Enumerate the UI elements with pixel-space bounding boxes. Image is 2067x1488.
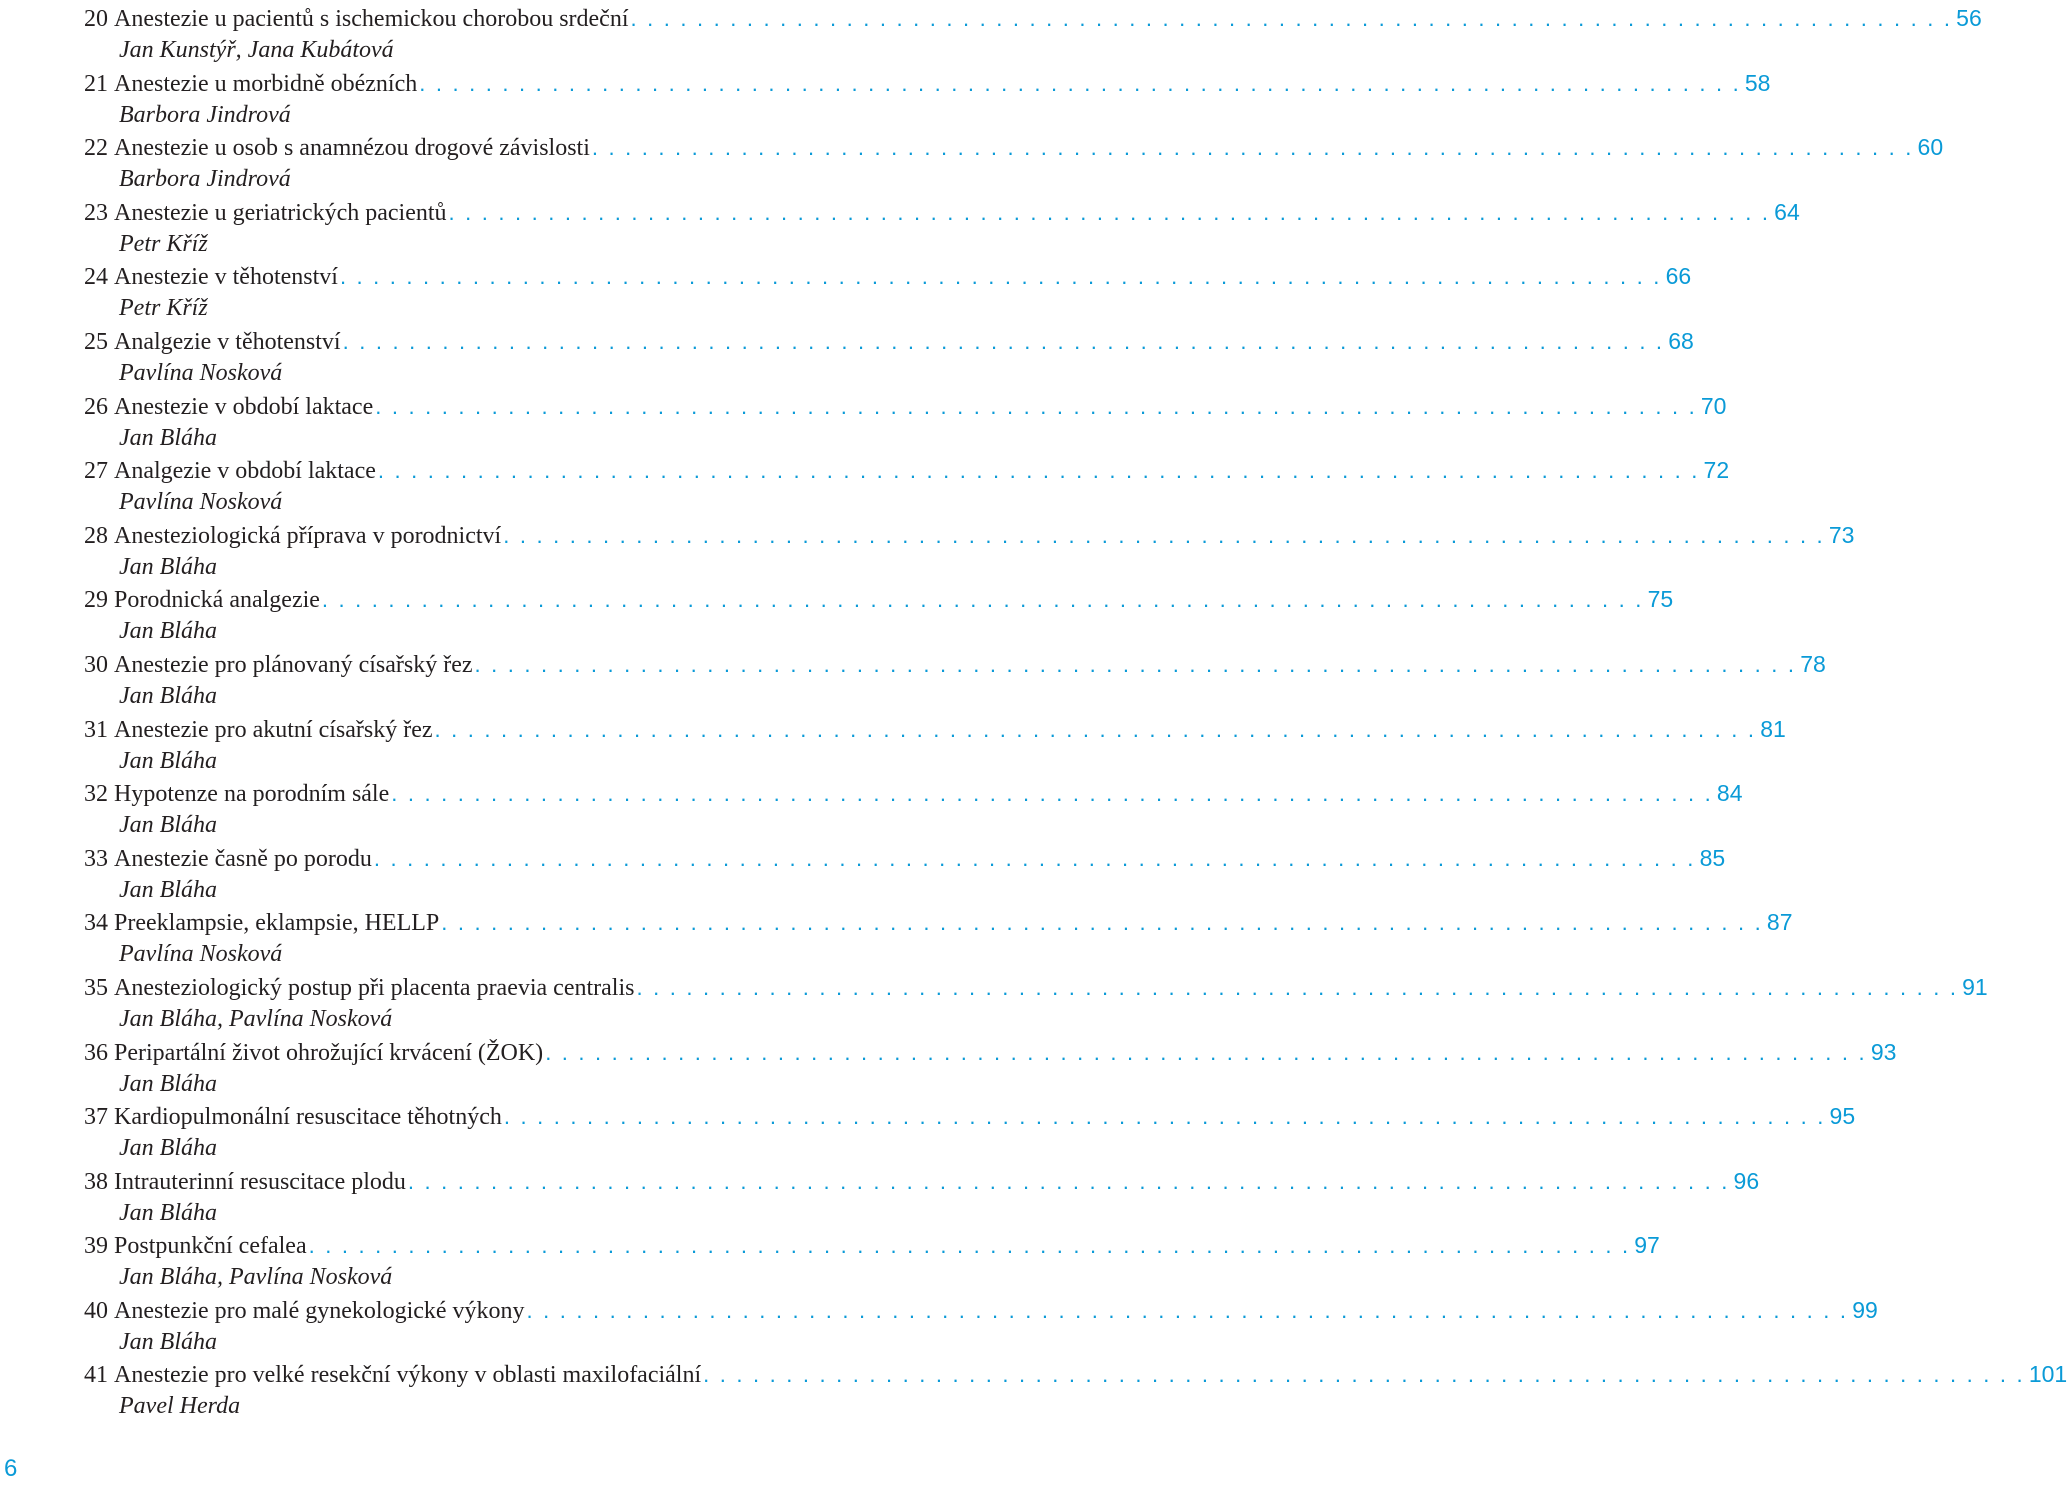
dot-leader: . . . . . . . . . . . . . . . . . . . . . . . . . . . . . . . . . . . . . . . . . . . . . . . . . . . . . . . . . . . . . . . . . . . . . . . . . . . . . . . . [636,974,1959,1000]
toc-entry-title-line [84,906,1793,939]
chapter-author: Barbora Jindrová [119,101,291,128]
chapter-page-number: 87 [1766,909,1793,936]
toc-entry-title-line [84,648,1826,681]
chapter-number: 39 [84,1233,108,1260]
chapter-page-number: 93 [1870,1038,1897,1065]
chapter-author: Jan Bláha [119,682,217,709]
toc-entry-title-line [84,777,1743,810]
chapter-title: Anestezie časně po porodu [114,845,372,872]
chapter-page-number: 73 [1828,521,1855,548]
toc-entry-title-line [84,583,1674,616]
chapter-author: Jan Bláha, Pavlína Nosková [119,1264,393,1291]
chapter-title: Anesteziologický postup při placenta praevia centralis [114,974,635,1001]
dot-leader: . . . . . . . . . . . . . . . . . . . . . . . . . . . . . . . . . . . . . . . . . . . . . . . . . . . . . . . . . . . . . . . . . . . . . . . . . . . . . . . . [503,1104,1826,1130]
chapter-title: Anestezie pro plánovaný císařský řez [114,651,473,678]
dot-leader: . . . . . . . . . . . . . . . . . . . . . . . . . . . . . . . . . . . . . . . . . . . . . . . . . . . . . . . . . . . . . . . . . . . . . . . . . . . . . . . . [448,199,1771,225]
chapter-title: Anestezie u geriatrických pacientů [114,199,447,226]
dot-leader: . . . . . . . . . . . . . . . . . . . . . . . . . . . . . . . . . . . . . . . . . . . . . . . . . . . . . . . . . . . . . . . . . . . . . . . . . . . . . . . . [321,587,1644,613]
chapter-page-number: 68 [1668,327,1694,354]
chapter-page-number: 64 [1774,198,1800,225]
toc-entry-title-line [84,1100,1856,1133]
chapter-author: Petr Kříž [119,295,208,322]
toc-entry-title-line [84,1229,1660,1262]
dot-leader: . . . . . . . . . . . . . . . . . . . . . . . . . . . . . . . . . . . . . . . . . . . . . . . . . . . . . . . . . . . . . . . . . . . . . . . . . . . . . . . . [703,1362,2025,1388]
toc-entry[interactable] [84,646,1826,711]
dot-leader: . . . . . . . . . . . . . . . . . . . . . . . . . . . . . . . . . . . . . . . . . . . . . . . . . . . . . . . . . . . . . . . . . . . . . . . . . . . . . . . . [503,522,1825,548]
chapter-title: Anesteziologická příprava v porodnictví [114,522,502,549]
toc-entry-title-line [84,1036,1897,1069]
toc-entry-title-line [84,842,1726,875]
chapter-title: Anestezie pro malé gynekologické výkony [114,1297,525,1324]
dot-leader: . . . . . . . . . . . . . . . . . . . . . . . . . . . . . . . . . . . . . . . . . . . . . . . . . . . . . . . . . . . . . . . . . . . . . . . . . . . . . . . . [419,70,1741,96]
toc-entry[interactable] [84,258,1692,323]
chapter-number: 33 [84,845,108,872]
dot-leader: . . . . . . . . . . . . . . . . . . . . . . . . . . . . . . . . . . . . . . . . . . . . . . . . . . . . . . . . . . . . . . . . . . . . . . . . . . . . . . . . [308,1233,1631,1259]
dot-leader: . . . . . . . . . . . . . . . . . . . . . . . . . . . . . . . . . . . . . . . . . . . . . . . . . . . . . . . . . . . . . . . . . . . . . . . . . . . . . . . . [591,135,1914,161]
dot-leader: . . . . . . . . . . . . . . . . . . . . . . . . . . . . . . . . . . . . . . . . . . . . . . . . . . . . . . . . . . . . . . . . . . . . . . . . . . . . . . . . [407,1168,1730,1194]
chapter-page-number: 56 [1956,5,1982,31]
table-of-contents [84,0,2067,1421]
toc-entry-title-line [84,325,1694,358]
chapter-number: 40 [84,1297,108,1324]
toc-entry[interactable] [84,840,1726,905]
chapter-title: Kardiopulmonální resuscitace těhotných [114,1104,502,1131]
toc-entry-title-line [84,67,1771,100]
toc-entry-title-line [84,1294,1878,1327]
chapter-number: 41 [84,1362,108,1389]
chapter-title: Anestezie v těhotenství [114,264,338,291]
chapter-number: 35 [84,974,108,1001]
toc-entry[interactable] [84,711,1786,776]
toc-entry-title-line [84,2,1982,35]
chapter-number: 23 [84,199,108,226]
toc-entry[interactable] [84,65,1771,130]
chapter-author: Pavel Herda [119,1393,241,1420]
chapter-title: Postpunkční cefalea [114,1233,307,1260]
chapter-number: 38 [84,1168,108,1195]
chapter-number: 37 [84,1104,108,1131]
toc-entry-title-line [84,390,1727,423]
toc-entry[interactable] [84,581,1674,646]
dot-leader: . . . . . . . . . . . . . . . . . . . . . . . . . . . . . . . . . . . . . . . . . . . . . . . . . . . . . . . . . . . . . . . . . . . . . . . . . . . . . . . . [434,716,1757,742]
chapter-title: Preeklampsie, eklampsie, HELLP [114,910,440,937]
dot-leader: . . . . . . . . . . . . . . . . . . . . . . . . . . . . . . . . . . . . . . . . . . . . . . . . . . . . . . . . . . . . . . . . . . . . . . . . . . . . . . . . [377,458,1700,484]
chapter-number: 21 [84,70,108,97]
toc-entry-title-line [84,519,1855,552]
dot-leader: . . . . . . . . . . . . . . . . . . . . . . . . . . . . . . . . . . . . . . . . . . . . . . . . . . . . . . . . . . . . . . . . . . . . . . . . . . . . . . . . [545,1039,1867,1065]
chapter-page-number: 72 [1703,457,1730,484]
chapter-title: Analgezie v těhotenství [114,328,341,355]
chapter-page-number: 66 [1665,263,1692,290]
toc-entry[interactable] [84,1227,1660,1292]
toc-entry-title-line [84,454,1730,487]
toc-entry[interactable] [84,1292,1878,1357]
toc-entry[interactable] [84,517,1855,582]
chapter-title: Anestezie pro akutní císařský řez [114,716,433,743]
chapter-number: 29 [84,587,108,614]
chapter-author: Jan Bláha, Pavlína Nosková [119,1005,393,1032]
chapter-author: Barbora Jindrová [119,166,291,193]
dot-leader: . . . . . . . . . . . . . . . . . . . . . . . . . . . . . . . . . . . . . . . . . . . . . . . . . . . . . . . . . . . . . . . . . . . . . . . . . . . . . . . . [526,1297,1849,1323]
chapter-title: Anestezie v období laktace [114,393,374,420]
chapter-author: Petr Kříž [119,230,208,257]
toc-entry[interactable] [84,194,1800,259]
toc-entry[interactable] [84,904,1793,969]
chapter-author: Pavlína Nosková [119,489,283,516]
chapter-author: Jan Bláha [119,1328,217,1355]
chapter-page-number: 91 [1962,973,1988,1000]
toc-entry[interactable] [84,1163,1760,1228]
chapter-author: Jan Bláha [119,553,217,580]
dot-leader: . . . . . . . . . . . . . . . . . . . . . . . . . . . . . . . . . . . . . . . . . . . . . . . . . . . . . . . . . . . . . . . . . . . . . . . . . . . . . . . . [375,393,1697,419]
toc-entry[interactable] [84,0,1982,65]
chapter-number: 22 [84,135,108,162]
chapter-number: 24 [84,264,108,291]
toc-entry-title-line [84,1358,2067,1391]
chapter-page-number: 70 [1700,392,1727,419]
toc-entry-title-line [84,131,1944,164]
page-number: 6 [4,1455,18,1482]
dot-leader: . . . . . . . . . . . . . . . . . . . . . . . . . . . . . . . . . . . . . . . . . . . . . . . . . . . . . . . . . . . . . . . . . . . . . . . . . . . . . . . . [391,781,1713,807]
chapter-number: 20 [84,6,108,32]
toc-entry[interactable] [84,323,1694,388]
chapter-number: 34 [84,910,108,937]
chapter-author: Jan Bláha [119,1199,217,1226]
chapter-page-number: 99 [1852,1296,1878,1323]
chapter-number: 32 [84,781,108,808]
chapter-title: Analgezie v období laktace [114,458,376,485]
chapter-title: Intrauterinní resuscitace plodu [114,1168,406,1195]
chapter-author: Jan Bláha [119,424,217,451]
toc-entry[interactable] [84,775,1743,840]
toc-entry-title-line [84,260,1692,293]
toc-entry[interactable] [84,969,1988,1034]
chapter-page-number: 101 [2028,1361,2067,1388]
chapter-author: Pavlína Nosková [119,941,283,968]
chapter-number: 36 [84,1039,108,1066]
chapter-page-number: 58 [1744,69,1771,96]
chapter-page-number: 78 [1800,650,1826,677]
chapter-title: Peripartální život ohrožující krvácení (ŽOK) [114,1039,544,1066]
chapter-title: Anestezie u osob s anamnézou drogové závislosti [114,135,590,162]
chapter-author: Jan Kunstýř, Jana Kubátová [119,37,394,63]
chapter-author: Jan Bláha [119,876,217,903]
dot-leader: . . . . . . . . . . . . . . . . . . . . . . . . . . . . . . . . . . . . . . . . . . . . . . . . . . . . . . . . . . . . . . . . . . . . . . . . . . . . . . . . [342,328,1665,354]
chapter-number: 30 [84,651,108,678]
toc-entry[interactable] [84,1356,2067,1421]
chapter-page-number: 96 [1733,1167,1760,1194]
dot-leader: . . . . . . . . . . . . . . . . . . . . . . . . . . . . . . . . . . . . . . . . . . . . . . . . . . . . . . . . . . . . . . . . . . . . . . . . . . . . . . . . [339,264,1662,290]
toc-entry-title-line [84,1165,1760,1198]
chapter-author: Jan Bláha [119,618,217,645]
chapter-page-number: 85 [1699,844,1726,871]
toc-entry-title-line [84,971,1988,1004]
chapter-author: Jan Bláha [119,812,217,839]
chapter-number: 26 [84,393,108,420]
chapter-page-number: 97 [1634,1232,1660,1259]
chapter-number: 31 [84,716,108,743]
chapter-number: 28 [84,522,108,549]
dot-leader: . . . . . . . . . . . . . . . . . . . . . . . . . . . . . . . . . . . . . . . . . . . . . . . . . . . . . . . . . . . . . . . . . . . . . . . . . . . . . . . . [441,910,1763,936]
toc-entry[interactable] [84,1034,1897,1099]
chapter-author: Pavlína Nosková [119,359,283,386]
chapter-title: Anestezie u morbidně obézních [114,70,418,97]
toc-entry[interactable] [84,452,1730,517]
chapter-page-number: 75 [1647,586,1674,613]
chapter-page-number: 81 [1760,715,1786,742]
chapter-title: Porodnická analgezie [114,587,320,614]
dot-leader: . . . . . . . . . . . . . . . . . . . . . . . . . . . . . . . . . . . . . . . . . . . . . . . . . . . . . . . . . . . . . . . . . . . . . . . . . . . . . . . . [373,845,1696,871]
toc-entry[interactable] [84,1098,1856,1163]
chapter-page-number: 95 [1829,1103,1856,1130]
chapter-number: 27 [84,458,108,485]
toc-entry[interactable] [84,388,1727,453]
chapter-author: Jan Bláha [119,1070,217,1097]
chapter-author: Jan Bláha [119,1135,217,1162]
toc-entry[interactable] [84,129,1944,194]
chapter-title: Hypotenze na porodním sále [114,781,390,808]
toc-entry-title-line [84,713,1786,746]
chapter-page-number: 60 [1917,134,1944,161]
chapter-page-number: 84 [1716,780,1743,807]
toc-entry-title-line [84,196,1800,229]
dot-leader: . . . . . . . . . . . . . . . . . . . . . . . . . . . . . . . . . . . . . . . . . . . . . . . . . . . . . . . . . . . . . . . . . . . . . . . . . . . . . . . . [630,6,1953,31]
dot-leader: . . . . . . . . . . . . . . . . . . . . . . . . . . . . . . . . . . . . . . . . . . . . . . . . . . . . . . . . . . . . . . . . . . . . . . . . . . . . . . . . [474,651,1797,677]
chapter-number: 25 [84,328,108,355]
chapter-title: Anestezie pro velké resekční výkony v oblasti maxilofaciální [114,1362,702,1389]
chapter-author: Jan Bláha [119,747,217,774]
chapter-title: Anestezie u pacientů s ischemickou chorobou srdeční [114,6,629,32]
